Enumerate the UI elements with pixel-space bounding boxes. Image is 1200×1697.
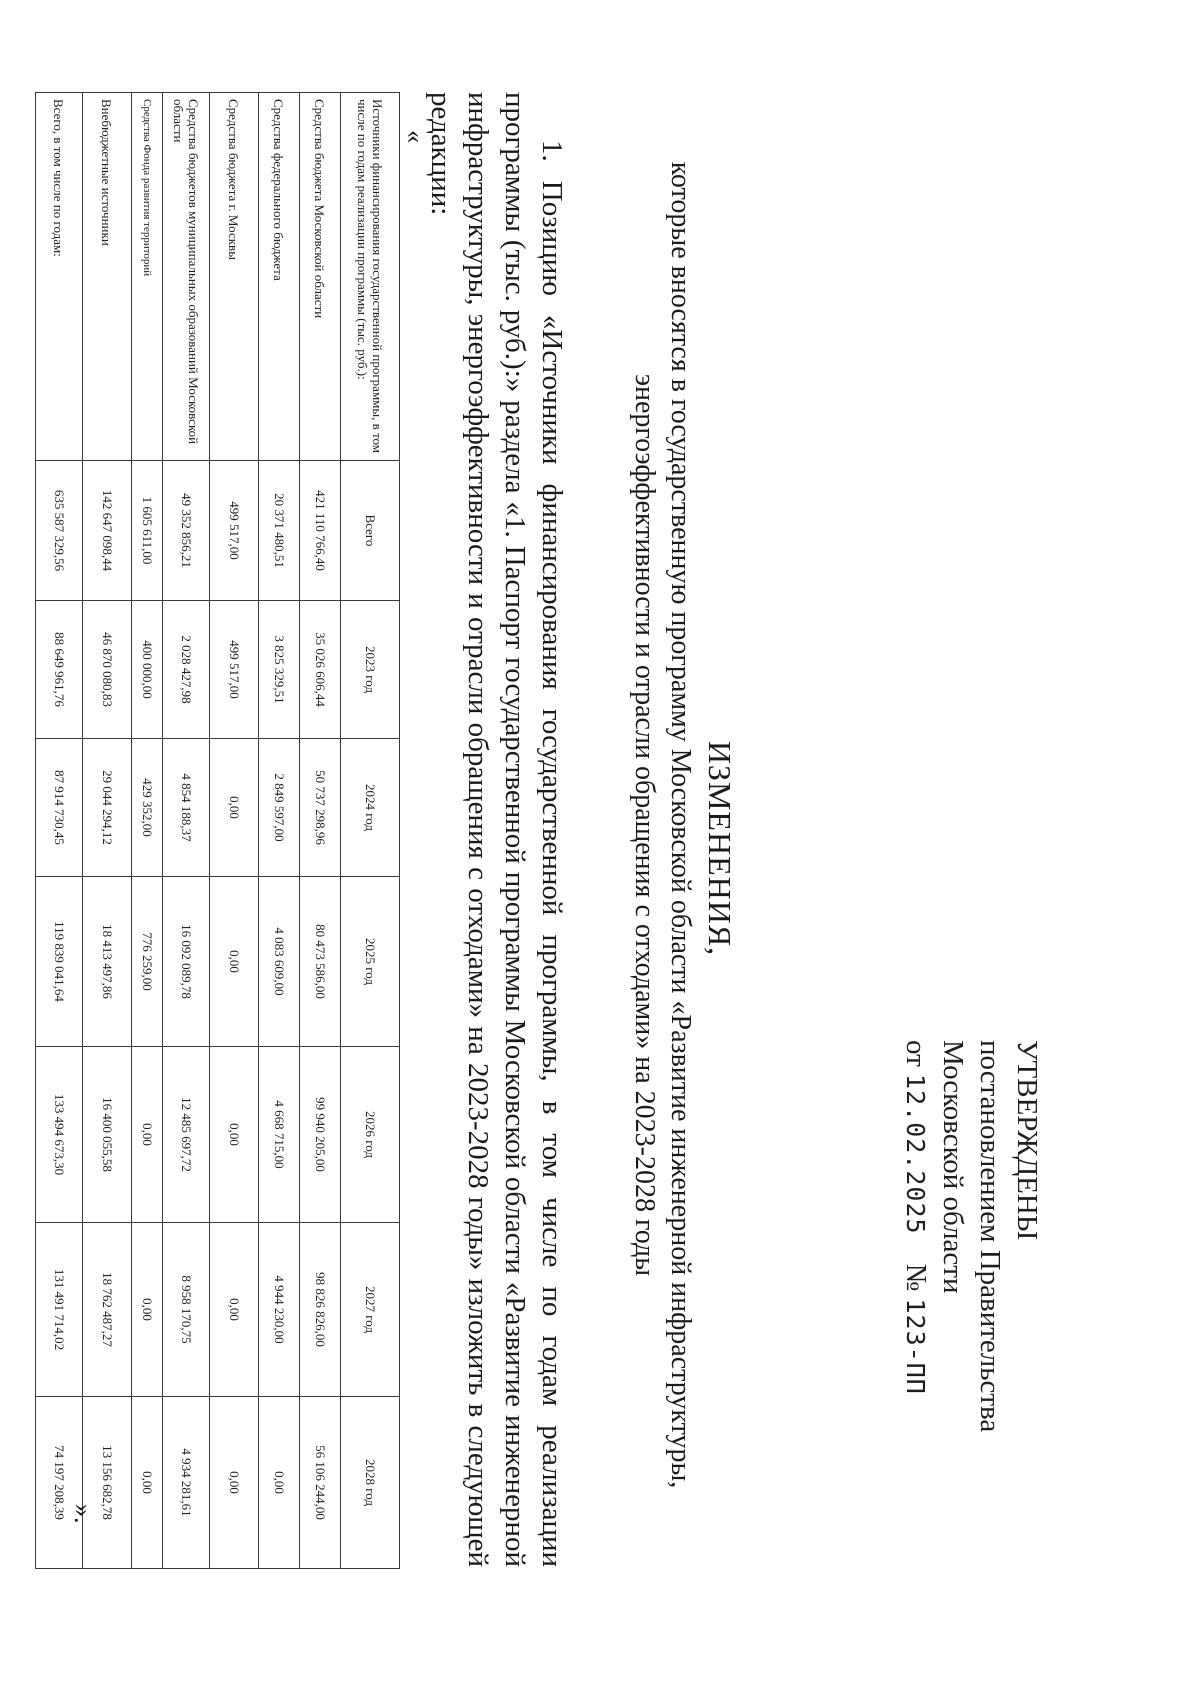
header-2027: 2027 год: [341, 1223, 400, 1397]
cell-2027: 4 944 230,00: [259, 1223, 300, 1397]
cell-total: 499 517,00: [210, 461, 259, 601]
cell-2027: 0,00: [132, 1223, 163, 1397]
cell-2025: 16 092 089,78: [163, 877, 210, 1047]
cell-2028: 13 156 682,78: [83, 1397, 132, 1569]
cell-2023: 400 000,00: [132, 601, 163, 739]
approval-line-2: постановлением Правительства: [974, 1040, 1006, 1433]
approval-date-line: [897, 1040, 934, 1640]
cell-2023: 35 026 606,44: [300, 601, 341, 739]
cell-2024: 429 352,00: [132, 739, 163, 877]
table-row: [259, 93, 300, 1569]
cell-2023: 88 649 961,76: [36, 601, 83, 739]
approval-number: 123-ПП: [901, 1298, 930, 1395]
cell-2027: 131 491 714,02: [36, 1223, 83, 1397]
approval-stamp: [897, 1040, 1045, 1640]
cell-total: 49 352 856,21: [163, 461, 210, 601]
document-subtitle: которые вносятся в государственную программу Московской области «Развитие инженерной инфраструктуры, энергоэффективности и отрасли обращения с отходами» на 2023-2028 годы: [629, 161, 696, 1489]
cell-2024: 50 737 298,96: [300, 739, 341, 877]
cell-2024: 0,00: [210, 739, 259, 877]
header-2025: 2025 год: [341, 877, 400, 1047]
approval-line-1: УТВЕРЖДЕНЫ: [1011, 1040, 1043, 1241]
cell-2026: 133 494 673,30: [36, 1047, 83, 1223]
cell-2023: 46 870 080,83: [83, 601, 132, 739]
cell-2023: 499 517,00: [210, 601, 259, 739]
document-title: ИЗМЕНЕНИЯ,: [702, 740, 738, 957]
cell-2026: 0,00: [210, 1047, 259, 1223]
cell-2026: 12 485 697,72: [163, 1047, 210, 1223]
cell-2025: 80 473 586,00: [300, 877, 341, 1047]
row-source: Средства бюджета Московской области: [300, 93, 341, 461]
approval-line-3: Московской области: [937, 1040, 969, 1294]
header-2024: 2024 год: [341, 739, 400, 877]
cell-2025: 0,00: [210, 877, 259, 1047]
cell-2025: 18 413 497,86: [83, 877, 132, 1047]
date-prefix: от: [900, 1040, 932, 1067]
cell-2023: 3 825 329,51: [259, 601, 300, 739]
row-source: Средства бюджета г. Москвы: [210, 93, 259, 461]
header-2028: 2028 год: [341, 1397, 400, 1569]
row-source: Всего, в том числе по годам:: [36, 93, 83, 461]
cell-2028: 0,00: [259, 1397, 300, 1569]
header-source: Источники финансирования государственной программы, в том числе по годам реализации программы (тыс. руб.):: [341, 93, 400, 461]
cell-2025: 4 083 609,00: [259, 877, 300, 1047]
cell-2027: 98 826 826,00: [300, 1223, 341, 1397]
cell-2026: 99 940 205,00: [300, 1047, 341, 1223]
cell-2026: 0,00: [132, 1047, 163, 1223]
cell-2028: 56 106 244,00: [300, 1397, 341, 1569]
cell-2027: 8 958 170,75: [163, 1223, 210, 1397]
cell-2024: 29 044 294,12: [83, 739, 132, 877]
cell-2027: 0,00: [210, 1223, 259, 1397]
row-source: Средства Фонда развития территорий: [132, 93, 163, 461]
cell-2025: 119 839 041,64: [36, 877, 83, 1047]
cell-2028: 4 934 281,61: [163, 1397, 210, 1569]
table-total-row: [36, 93, 83, 1569]
row-source: Средства бюджетов муниципальных образований Московской области: [163, 93, 210, 461]
cell-total: 421 110 766,40: [300, 461, 341, 601]
cell-total: 635 587 329,56: [36, 461, 83, 601]
cell-2024: 4 854 188,37: [163, 739, 210, 877]
row-source: Средства федерального бюджета: [259, 93, 300, 461]
row-source: Внебюджетные источники: [83, 93, 132, 461]
cell-2024: 2 849 597,00: [259, 739, 300, 877]
cell-2026: 16 400 055,58: [83, 1047, 132, 1223]
header-2026: 2026 год: [341, 1047, 400, 1223]
table-header-row: [341, 93, 400, 1569]
header-total: Всего: [341, 461, 400, 601]
approval-date: 12.02.2025: [901, 1074, 930, 1235]
table-row: [83, 93, 132, 1569]
table-row: [163, 93, 210, 1569]
cell-2026: 4 668 715,00: [259, 1047, 300, 1223]
number-prefix: №: [900, 1263, 932, 1292]
table-row: [300, 93, 341, 1569]
cell-2024: 87 914 730,45: [36, 739, 83, 877]
financing-table: [35, 92, 400, 1569]
cell-2028: 0,00: [132, 1397, 163, 1569]
cell-total: 142 647 098,44: [83, 461, 132, 601]
cell-2025: 776 259,00: [132, 877, 163, 1047]
closing-quote: ».: [69, 1504, 98, 1524]
cell-2028: 0,00: [210, 1397, 259, 1569]
cell-2027: 18 762 487,27: [83, 1223, 132, 1397]
cell-total: 20 371 480,51: [259, 461, 300, 601]
cell-2028: 74 197 208,39: [36, 1397, 83, 1569]
table-row: [210, 93, 259, 1569]
opening-quote: «: [401, 130, 430, 143]
cell-total: 1 605 611,00: [132, 461, 163, 601]
amendment-paragraph: 1. Позицию «Источники финансирования государственной программы, в том числе по годам реализации программы (тыс. руб.):» раздела «1. Паспорт государственной программы Московской области «Развитие инженерной инфраструктуры, энергоэффективности и отрасли обращения с отходами» на 2023-2028 годы» изложить в следующей редакции:: [425, 92, 568, 1567]
cell-2023: 2 028 427,98: [163, 601, 210, 739]
table-row: [132, 93, 163, 1569]
header-2023: 2023 год: [341, 601, 400, 739]
